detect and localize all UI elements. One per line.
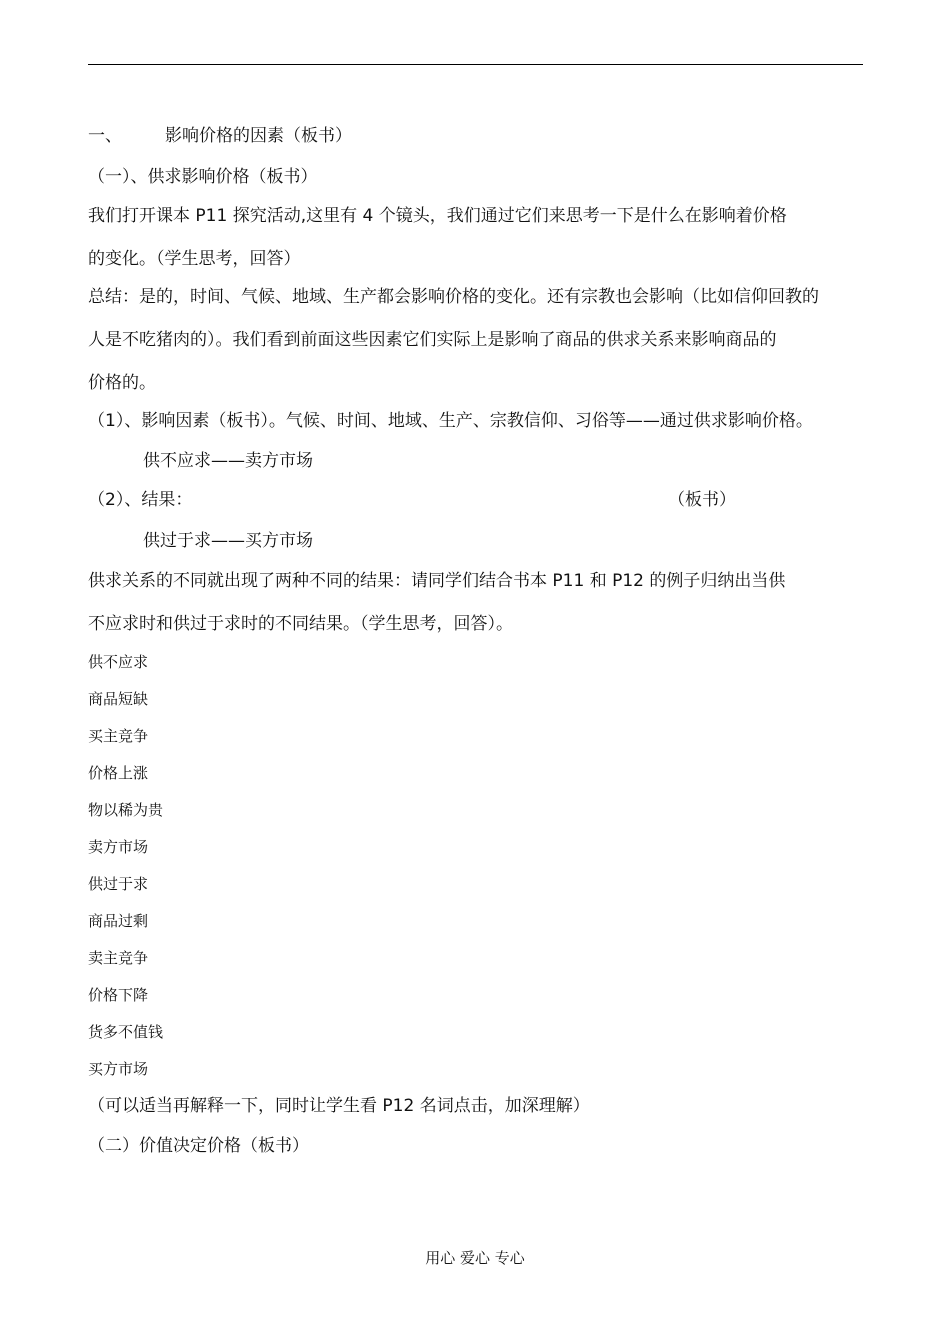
header-rule xyxy=(88,64,863,65)
list-item: 供不应求 xyxy=(88,653,149,671)
paragraph-1-line-1: 我们打开课本 P11 探究活动,这里有 4 个镜头，我们通过它们来思考一下是什么在影响着价格 xyxy=(88,206,787,226)
list-item: 价格上涨 xyxy=(88,764,149,782)
item-1-factors: （1）、影响因素（板书）。气候、时间、地域、生产、宗教信仰、习俗等——通过供求影响价格。 xyxy=(88,411,813,431)
page-footer: 用心 爱心 专心 xyxy=(425,1249,525,1267)
paragraph-3-line-1: 供求关系的不同就出现了两种不同的结果：请同学们结合书本 P11 和 P12 的例子归纳出当供 xyxy=(88,571,786,591)
paragraph-3-line-2: 不应求时和供过于求时的不同结果。（学生思考，回答）。 xyxy=(88,614,513,634)
list-item: 卖主竞争 xyxy=(88,949,149,967)
list-item: 商品过剩 xyxy=(88,912,149,930)
list-item: 买主竞争 xyxy=(88,727,149,745)
paragraph-2-line-1: 总结：是的，时间、气候、地域、生产都会影响价格的变化。还有宗教也会影响（比如信仰回教的 xyxy=(88,287,819,307)
list-item: 买方市场 xyxy=(88,1060,149,1078)
explanation-note: （可以适当再解释一下，同时让学生看 P12 名词点击，加深理解） xyxy=(88,1096,590,1116)
heading-number: 一、 xyxy=(88,126,122,146)
heading-title: 影响价格的因素（板书） xyxy=(165,126,352,146)
list-item: 货多不值钱 xyxy=(88,1023,164,1041)
list-item: 供过于求 xyxy=(88,875,149,893)
list-item: 商品短缺 xyxy=(88,690,149,708)
paragraph-2-line-3: 价格的。 xyxy=(88,373,156,393)
result-surplus-line: 供过于求——买方市场 xyxy=(143,531,313,551)
result-board-note: （板书） xyxy=(668,490,736,510)
paragraph-2-line-2: 人是不吃猪肉的）。我们看到前面这些因素它们实际上是影响了商品的供求关系来影响商品的 xyxy=(88,330,777,350)
list-item: 卖方市场 xyxy=(88,838,149,856)
section2-title: （二）价值决定价格（板书） xyxy=(88,1136,309,1156)
list-item: 价格下降 xyxy=(88,986,149,1004)
section1-title: （一）、供求影响价格（板书） xyxy=(88,167,318,187)
result-shortage-line: 供不应求——卖方市场 xyxy=(143,451,313,471)
result-label: （2）、结果： xyxy=(88,490,193,510)
paragraph-1-line-2: 的变化。（学生思考，回答） xyxy=(88,249,301,269)
list-item: 物以稀为贵 xyxy=(88,801,164,819)
heading-line xyxy=(88,126,352,146)
